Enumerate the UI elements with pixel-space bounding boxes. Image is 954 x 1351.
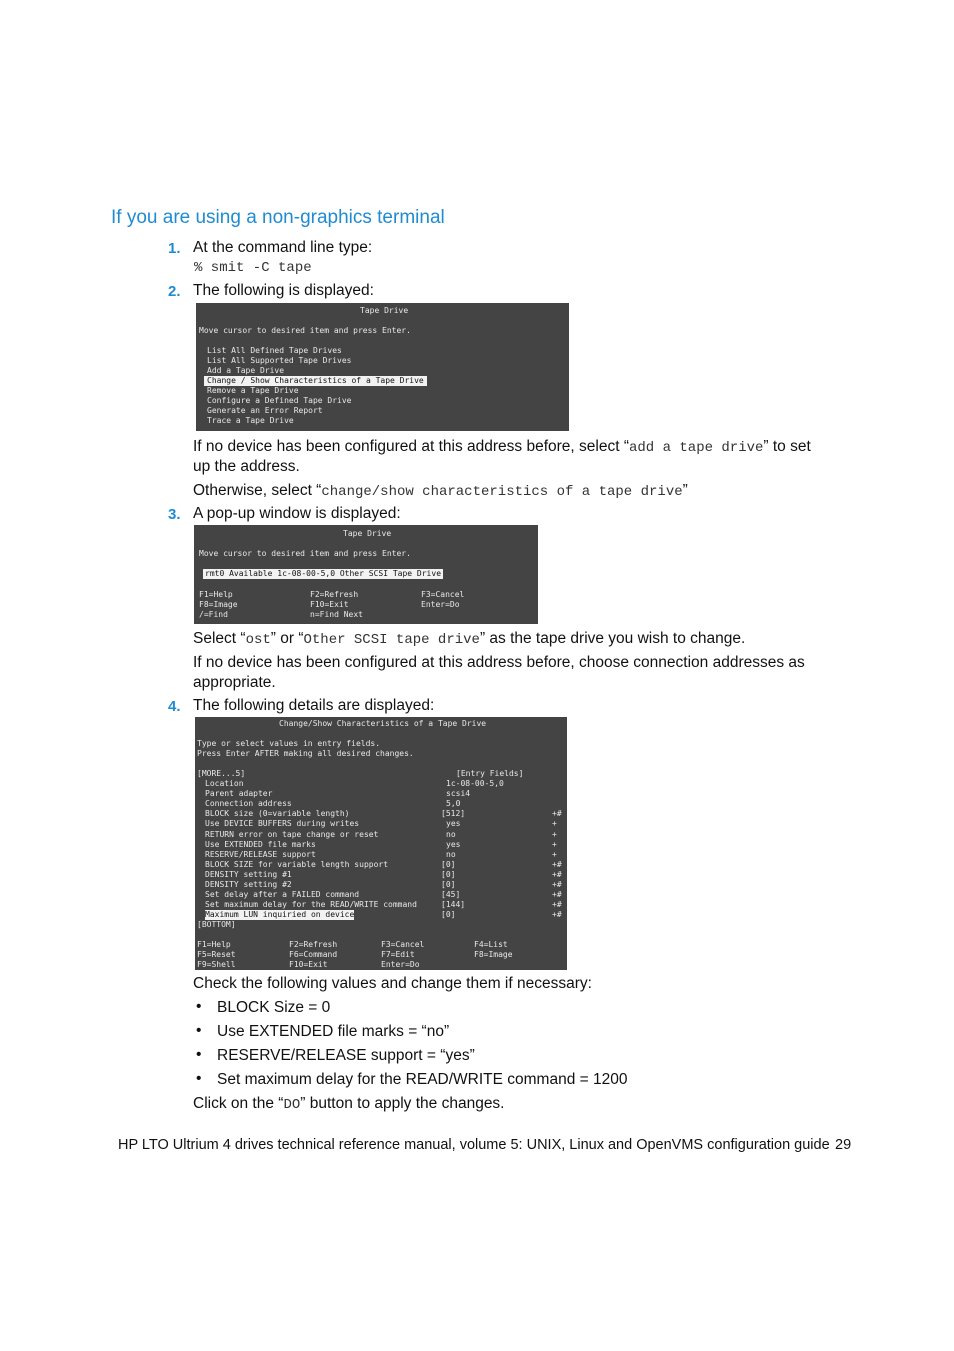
entry-fields-header: [Entry Fields]: [456, 769, 524, 778]
key-find-next[interactable]: n=Find Next: [310, 610, 363, 619]
field-label: Use DEVICE BUFFERS during writes: [205, 819, 360, 828]
field-value[interactable]: yes: [446, 819, 461, 828]
bullet-item: Use EXTENDED file marks = “no”: [217, 1023, 450, 1040]
key-f8[interactable]: F8=Image: [474, 950, 513, 959]
field-flag: +#: [552, 870, 562, 879]
key-enter[interactable]: Enter=Do: [381, 960, 420, 969]
field-label: Maximum LUN inquiried on device: [205, 910, 355, 919]
terminal-title: Change/Show Characteristics of a Tape Drive: [279, 719, 487, 728]
bullet-item: BLOCK Size = 0: [217, 999, 331, 1016]
field-label: Location: [205, 779, 244, 788]
menu-item[interactable]: Remove a Tape Drive: [207, 386, 299, 395]
field-flag: +: [552, 840, 557, 849]
bullet-item: RESERVE/RELEASE support = “yes”: [217, 1047, 475, 1064]
key-f8[interactable]: F8=Image: [199, 600, 238, 609]
bullet-marker: •: [196, 998, 202, 1015]
field-flag: +#: [552, 880, 562, 889]
paragraph-connection: If no device has been configured at this address before, choose connection addresses as: [193, 654, 805, 671]
page-number: 29: [835, 1137, 852, 1153]
key-f7[interactable]: F7=Edit: [381, 950, 415, 959]
field-value[interactable]: [512]: [441, 809, 466, 818]
key-f1[interactable]: F1=Help: [199, 590, 233, 599]
field-label: DENSITY setting #2: [205, 880, 292, 889]
key-f4[interactable]: F4=List: [474, 940, 508, 949]
device-item-selected[interactable]: rmt0 Available 1c-08-00-5,0 Other SCSI Tape Drive: [205, 569, 442, 578]
paragraph-otherwise: Otherwise, select “change/show characteristics of a tape drive”: [193, 482, 688, 500]
field-flag: +: [552, 830, 557, 839]
terminal-characteristics-form: [195, 717, 567, 970]
key-f2[interactable]: F2=Refresh: [289, 940, 338, 949]
field-label: RESERVE/RELEASE support: [205, 850, 316, 859]
field-flag: +#: [552, 910, 562, 919]
field-label: BLOCK SIZE for variable length support: [205, 860, 389, 869]
field-flag: +#: [552, 809, 562, 818]
menu-item[interactable]: Generate an Error Report: [207, 406, 323, 415]
paragraph-connection-line2: appropriate.: [193, 674, 276, 691]
step-4-text: The following details are displayed:: [193, 697, 435, 714]
terminal-instructions: Move cursor to desired item and press Enter.: [199, 326, 411, 335]
field-value[interactable]: [0]: [441, 860, 456, 869]
key-f6[interactable]: F6=Command: [289, 950, 338, 959]
step-1-number: 1.: [168, 240, 181, 257]
field-flag: +#: [552, 890, 562, 899]
field-label: Connection address: [205, 799, 292, 808]
check-values-text: Check the following values and change them if necessary:: [193, 975, 592, 992]
field-label: BLOCK size (0=variable length): [205, 809, 350, 818]
menu-item[interactable]: Configure a Defined Tape Drive: [207, 396, 352, 405]
step-3-number: 3.: [168, 506, 181, 523]
field-value[interactable]: [0]: [441, 880, 456, 889]
bullet-marker: •: [196, 1046, 202, 1063]
key-f9[interactable]: F9=Shell: [197, 960, 236, 969]
step-2-number: 2.: [168, 283, 181, 300]
field-flag: +: [552, 850, 557, 859]
section-heading: If you are using a non-graphics terminal: [111, 207, 445, 228]
field-label: DENSITY setting #1: [205, 870, 292, 879]
key-f1[interactable]: F1=Help: [197, 940, 231, 949]
step-4-number: 4.: [168, 698, 181, 715]
terminal-title: Tape Drive: [343, 529, 392, 538]
key-f3[interactable]: F3=Cancel: [421, 590, 465, 599]
field-value[interactable]: [0]: [441, 910, 456, 919]
field-value[interactable]: [144]: [441, 900, 466, 909]
terminal-instructions: Type or select values in entry fields.: [197, 739, 381, 748]
menu-item-selected[interactable]: Change / Show Characteristics of a Tape Drive: [204, 376, 427, 386]
field-value[interactable]: scsi4: [446, 789, 471, 798]
paragraph-select: Select “ost” or “Other SCSI tape drive” as the tape drive you wish to change.: [193, 630, 746, 648]
menu-item[interactable]: Trace a Tape Drive: [207, 416, 294, 425]
key-find[interactable]: /=Find: [199, 610, 228, 619]
bullet-marker: •: [196, 1022, 202, 1039]
paragraph-add-drive: If no device has been configured at this address before, select “add a tape drive” to set: [193, 438, 811, 456]
key-f2[interactable]: F2=Refresh: [310, 590, 359, 599]
field-value[interactable]: no: [446, 830, 456, 839]
step-1-command: % smit -C tape: [194, 260, 312, 276]
field-value[interactable]: [45]: [441, 890, 461, 899]
terminal-instructions: Move cursor to desired item and press Enter.: [199, 549, 411, 558]
click-do-text: Click on the “DO” button to apply the changes.: [193, 1095, 505, 1113]
key-f10[interactable]: F10=Exit: [289, 960, 328, 969]
terminal-instructions: Press Enter AFTER making all desired changes.: [197, 749, 414, 758]
field-flag: +: [552, 819, 557, 828]
field-flag: +#: [552, 900, 562, 909]
key-f3[interactable]: F3=Cancel: [381, 940, 425, 949]
field-value[interactable]: no: [446, 850, 456, 859]
field-value[interactable]: [0]: [441, 870, 456, 879]
step-1-text: At the command line type:: [193, 239, 373, 256]
menu-item[interactable]: Add a Tape Drive: [207, 366, 285, 375]
field-value[interactable]: 5,0: [446, 799, 461, 808]
field-label: RETURN error on tape change or reset: [205, 830, 379, 839]
key-enter[interactable]: Enter=Do: [421, 600, 460, 609]
terminal-tape-drive-menu: [196, 303, 569, 431]
field-label: Set maximum delay for the READ/WRITE command: [205, 900, 417, 909]
menu-item[interactable]: List All Supported Tape Drives: [207, 356, 352, 365]
page-footer: HP LTO Ultrium 4 drives technical reference manual, volume 5: UNIX, Linux and OpenVMS configuration guide: [118, 1137, 830, 1153]
more-indicator: [MORE...5]: [197, 769, 246, 778]
step-2-text: The following is displayed:: [193, 282, 374, 299]
terminal-popup-window: [194, 525, 538, 624]
field-label: Use EXTENDED file marks: [205, 840, 316, 849]
bullet-item: Set maximum delay for the READ/WRITE command = 1200: [217, 1071, 628, 1088]
bullet-marker: •: [196, 1070, 202, 1087]
field-flag: +#: [552, 860, 562, 869]
bottom-indicator: [BOTTOM]: [197, 920, 236, 929]
field-label: Parent adapter: [205, 789, 273, 798]
paragraph-add-drive-line2: up the address.: [193, 458, 300, 475]
key-f5[interactable]: F5=Reset: [197, 950, 236, 959]
terminal-title: Tape Drive: [360, 306, 409, 315]
field-value[interactable]: yes: [446, 840, 461, 849]
field-value[interactable]: 1c-08-00-5,0: [446, 779, 504, 788]
field-label: Set delay after a FAILED command: [205, 890, 360, 899]
key-f10[interactable]: F10=Exit: [310, 600, 349, 609]
step-3-text: A pop-up window is displayed:: [193, 505, 401, 522]
menu-item[interactable]: List All Defined Tape Drives: [207, 346, 342, 355]
